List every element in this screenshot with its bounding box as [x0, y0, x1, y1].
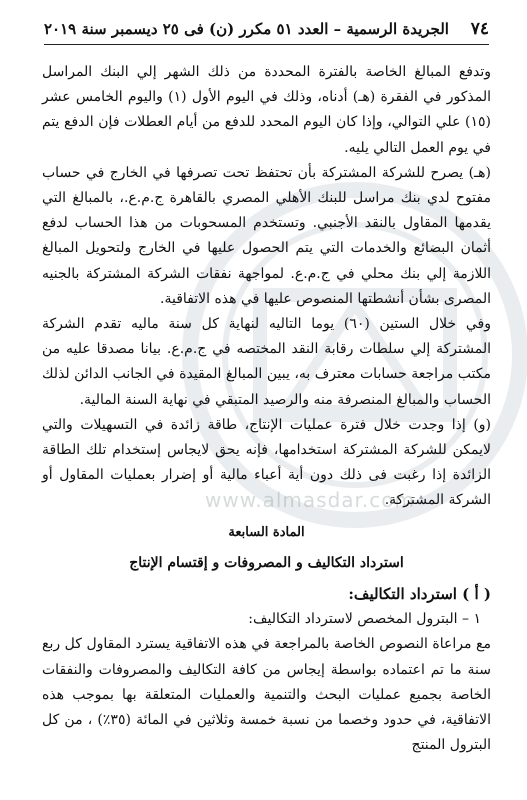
document-body: [42, 60, 491, 758]
paragraph-annual-statement: وفي خلال الستين (٦٠) يوما التاليه لنهاية كل سنة ماليه تقدم الشركة المشتركة إلي سلطات رقابة النقد المختصه في ج.م.ع. بيانا مصدقا عليه من مكتب مراجعة حسابات معترف به، يبين المبالغ المقيدة في الجانب الدائن لذلك الحساب والمبالغ المنصرفة منه والرصيد المتبقي في نهاية السنة المالية.: [42, 316, 492, 408]
article-subtitle: استرداد التكاليف و المصروفات و إقتسام الإنتاج: [129, 554, 404, 571]
paragraph-clause-e: (هـ) يصرح للشركة المشتركة بأن تحتفظ تحت تصرفها في الخارج في حساب مفتوح لدي بنك مراسل للبنك الأهلي المصري بالقاهرة ج.م.ع.، بالمبالغ التي يقدمها المقاول بالنقد الأجنبي. وتستخدم المسحوبات من هذا الحساب لدفع أثمان البضائع والخدمات التي يتم الحصول عليها في الخارج ولتحويل المبالغ اللازمة إلي بنك محلي في ج.م.ع. لمواجهة نفقات الشركة المشتركة بالجنيه المصرى بشأن أنشطتها المنصوص عليها في هذه الاتفاقية.: [42, 164, 491, 307]
gazette-title: الجريدة الرسمية – العدد ٥١ مكرر (ن) فى ٢٥ ديسمبر سنة ٢٠١٩: [44, 20, 449, 38]
watermark-url: www.almasdar.com: [205, 488, 415, 512]
paragraph-clause-f: (و) إذا وجدت خلال فترة عمليات الإنتاج، طاقة زائدة في التسهيلات والتي لايمكن للشركة المشتركة استخدامها، فإنه يحق لايجاس إستخدام تلك الطاقة الزائدة إذا رغبت فى ذلك دون أية أعباء مالية أو إضرار بعمليات المقاول أو الشركة المشتركة.: [42, 416, 491, 509]
header-rule: [44, 44, 489, 45]
page-number: ٧٤: [470, 19, 489, 39]
article-title: المادة السابعة: [228, 524, 305, 540]
page-header: [44, 18, 489, 40]
section-cost-recovery: ( أ ) استرداد التكاليف:: [348, 585, 491, 604]
paragraph-payment-dates: وتدفع المبالغ الخاصة بالفترة المحددة من ذلك الشهر إلي البنك المراسل المذكور في الفقرة (هـ) أدناه، وذلك في اليوم الأول (١) واليوم الخامس عشر (١٥) علي التوالي، وإذا كان اليوم المحدد للدفع من أيام العطلات فإن الدفع يتم في يوم العمل التالي يليه.: [42, 64, 491, 156]
paragraph-cost-recovery: مع مراعاة النصوص الخاصة بالمراجعة في هذه الاتفاقية يسترد المقاول كل ربع سنة ما تم اعتماده بواسطة إيجاس من كافة التكاليف والمصروفات والنفقات الخاصة بجميع عمليات البحث والتنمية والعمليات المتعلقة بها بموجب هذه الاتفاقية، في حدود وخصما من نسبة خمسة وثلاثين في المائة (٣٥٪) ، من كل البترول المنتج: [42, 636, 491, 754]
item-cost-recovery-petroleum: ١ – البترول المخصص لاسترداد التكاليف:: [248, 611, 481, 628]
